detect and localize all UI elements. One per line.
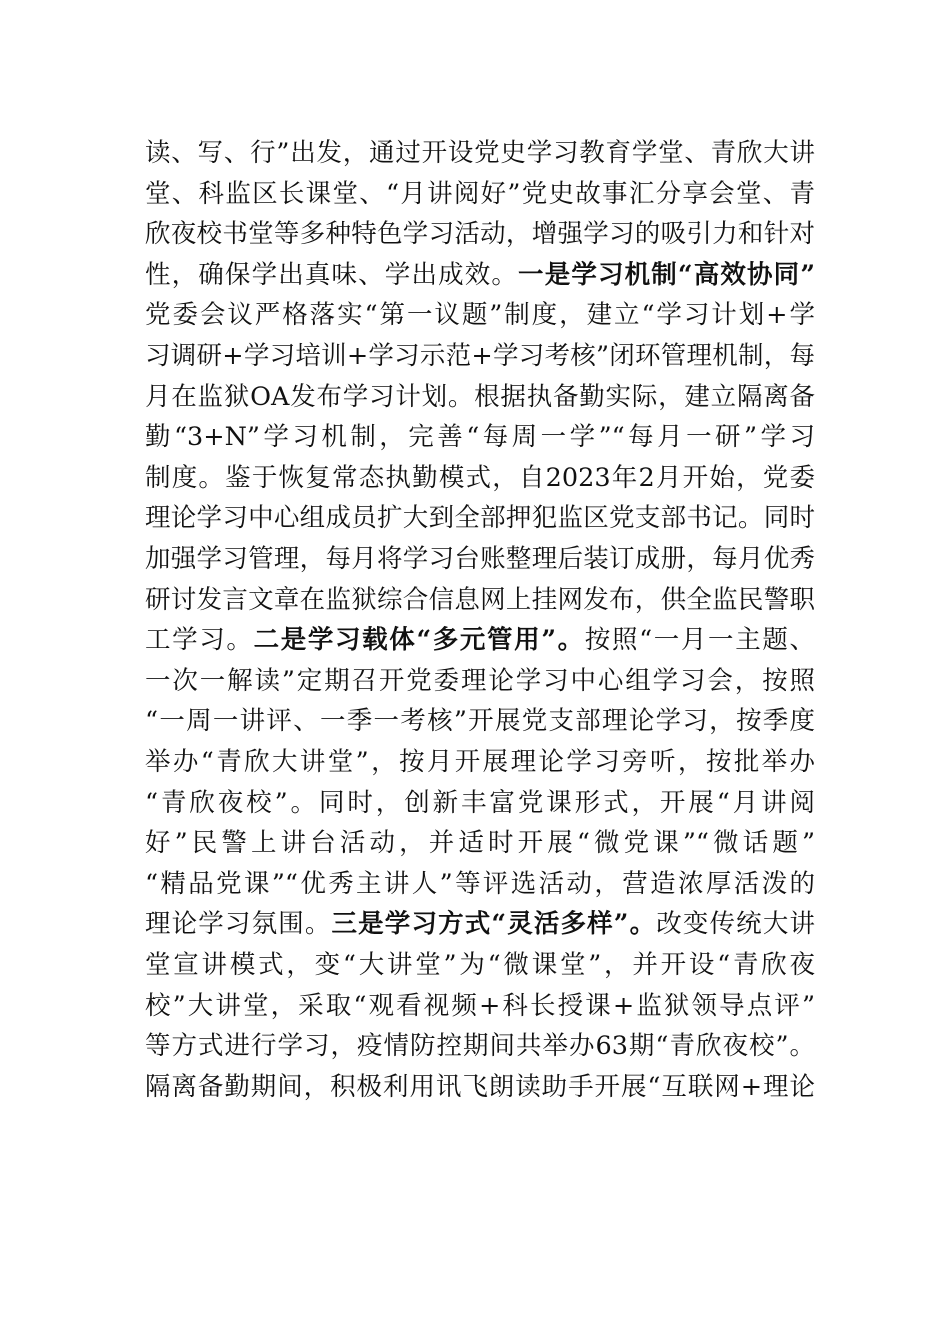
text-line: [145, 945, 815, 985]
body-text: “青欣夜校”。同时，创新丰富党课形式，开展“月讲阅: [145, 787, 815, 818]
text-line: [145, 783, 815, 823]
text-line: [145, 498, 815, 538]
text-line: [145, 1026, 815, 1066]
body-text: 隔离备勤期间，积极利用讯飞朗读助手开展“互联网+理论: [145, 1071, 815, 1102]
body-text: 习调研+学习培训+学习示范+学习考核”闭环管理机制，每: [145, 341, 815, 371]
body-text: 党委会议严格落实“第一议题”制度，建立“学习计划+学: [145, 300, 815, 331]
text-line: [145, 620, 815, 660]
bold-heading-text: 一是学习机制“高效协同”: [518, 259, 815, 290]
body-text: 加强学习管理，每月将学习台账整理后装订成册，每月优秀: [145, 544, 815, 574]
body-text: 性，确保学出真味、学出成效。: [145, 259, 519, 290]
body-text: 举办“青欣大讲堂”，按月开展理论学习旁听，按批举办: [145, 747, 815, 777]
text-line: [145, 864, 815, 904]
body-text: 理论学习中心组成员扩大到全部押犯监区党支部书记。同时: [145, 503, 815, 534]
text-line: [145, 336, 815, 376]
body-text: 校”大讲堂，采取“观看视频+科长授课+监狱领导点评”: [145, 990, 815, 1021]
body-text: 等方式进行学习，疫情防控期间共举办63期“青欣夜校”。: [145, 1031, 815, 1062]
body-text: 按照“一月一主题、: [584, 625, 815, 656]
body-text: 月在监狱OA发布学习计划。根据执备勤实际，建立隔离备: [145, 381, 815, 412]
text-line: [145, 417, 815, 457]
body-text: 勤“3+N”学习机制，完善“每周一学”“每月一研”学习: [145, 422, 815, 453]
text-line: [145, 580, 815, 620]
text-line: [145, 174, 815, 214]
body-text: 欣夜校书堂等多种特色学习活动，增强学习的吸引力和针对: [145, 219, 815, 250]
body-text: 一次一解读”定期召开党委理论学习中心组学习会，按照: [145, 665, 815, 696]
text-line: [145, 904, 815, 944]
text-line: [145, 255, 815, 295]
text-line: [145, 1067, 815, 1107]
text-line: [145, 823, 815, 863]
bold-heading-text: 三是学习方式“灵活多样”。: [331, 909, 657, 940]
text-line: [145, 377, 815, 417]
bold-heading-text: 二是学习载体“多元管用”。: [253, 625, 585, 656]
text-line: [145, 133, 815, 173]
text-line: [145, 458, 815, 498]
body-text: “一周一讲评、一季一考核”开展党支部理论学习，按季度: [145, 706, 815, 737]
text-line: [145, 295, 815, 335]
body-text: 读、写、行”出发，通过开设党史学习教育学堂、青欣大讲: [145, 138, 815, 168]
text-line: [145, 539, 815, 579]
body-text: 理论学习氛围。: [145, 909, 332, 940]
body-text: “精品党课”“优秀主讲人”等评选活动，营造浓厚活泼的: [145, 868, 815, 899]
body-text: 改变传统大讲: [656, 909, 815, 940]
body-text: 好”民警上讲台活动，并适时开展“微党课”“微话题”: [145, 828, 815, 859]
body-text: 工学习。: [145, 625, 254, 656]
text-line: [145, 701, 815, 741]
text-line: [145, 986, 815, 1026]
body-text: 堂、科监区长课堂、“月讲阅好”党史故事汇分享会堂、青: [145, 178, 815, 209]
body-text: 堂宣讲模式，变“大讲堂”为“微课堂”，并开设“青欣夜: [145, 950, 815, 980]
text-line: [145, 661, 815, 701]
text-line: [145, 742, 815, 782]
text-line: [145, 214, 815, 254]
body-text: 研讨发言文章在监狱综合信息网上挂网发布，供全监民警职: [145, 584, 815, 615]
body-text: 制度。鉴于恢复常态执勤模式，自2023年2月开始，党委: [145, 462, 815, 493]
